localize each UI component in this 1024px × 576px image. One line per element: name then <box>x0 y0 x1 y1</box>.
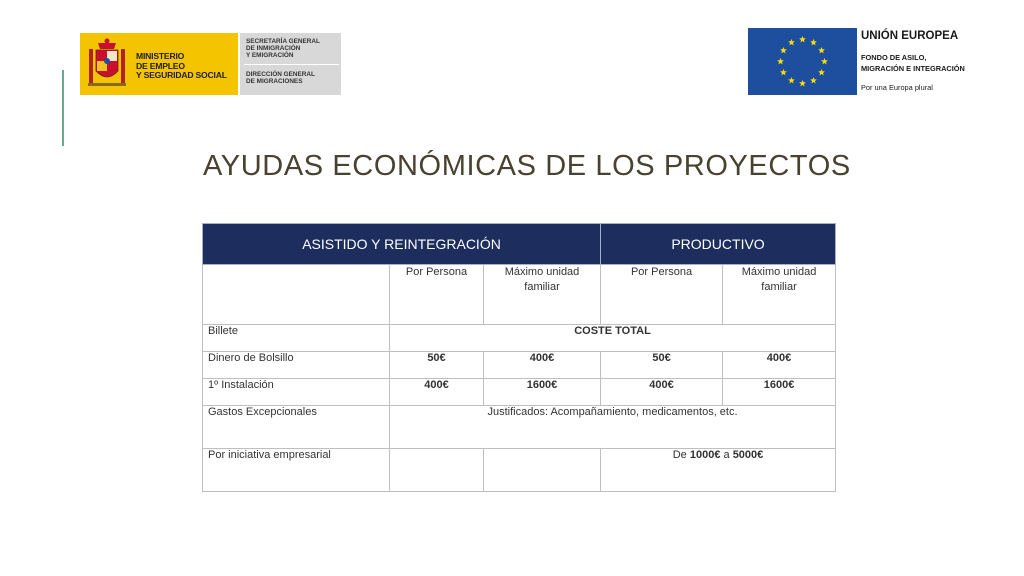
table-cell: 1600€ <box>723 379 836 406</box>
ministry-name: MINISTERIO DE EMPLEO Y SEGURIDAD SOCIAL <box>136 51 227 80</box>
group-header-asistido: ASISTIDO Y REINTEGRACIÓN <box>203 224 601 265</box>
ministry-logo <box>80 33 341 95</box>
eu-stars-icon <box>748 28 857 95</box>
subheader-maximo-unidad: Máximo unidad familiar <box>723 265 836 325</box>
range-from: 1000€ <box>689 449 721 461</box>
row-label: Gastos Excepcionales <box>203 406 390 449</box>
row-label: 1º Instalación <box>203 379 390 406</box>
table-cell: 400€ <box>601 379 723 406</box>
table-cell: COSTE TOTAL <box>390 325 836 352</box>
eu-star-icon <box>799 80 806 87</box>
eu-star-icon <box>810 39 817 46</box>
table-cell: 400€ <box>723 352 836 379</box>
eu-star-icon <box>818 69 825 76</box>
table-row <box>203 325 836 352</box>
table-subheader-row <box>203 265 836 325</box>
table-row <box>203 406 836 449</box>
subheader-por-persona: Por Persona <box>601 265 723 325</box>
row-label: Por iniciativa empresarial <box>203 449 390 492</box>
logo-divider <box>244 64 339 65</box>
eu-star-icon <box>788 77 795 84</box>
subheader-maximo-unidad: Máximo unidad familiar <box>484 265 601 325</box>
table-cell: Justificados: Acompañamiento, medicamentos, etc. <box>390 406 836 449</box>
eu-title: UNIÓN EUROPEA <box>861 30 959 42</box>
eu-star-icon <box>799 36 806 43</box>
slide-title: AYUDAS ECONÓMICAS DE LOS PROYECTOS <box>203 150 851 182</box>
eu-star-icon <box>810 77 817 84</box>
range-to: 5000€ <box>732 449 764 461</box>
eu-flag <box>748 28 857 95</box>
subheader-por-persona: Por Persona <box>390 265 484 325</box>
range-prefix: De <box>672 449 690 461</box>
table-cell: 400€ <box>390 379 484 406</box>
eu-star-icon <box>821 58 828 65</box>
eu-slogan: Por una Europa plural <box>861 83 933 92</box>
eu-star-icon <box>777 58 784 65</box>
table-cell <box>601 449 836 492</box>
row-label: Dinero de Bolsillo <box>203 352 390 379</box>
table-row <box>203 379 836 406</box>
table-group-header-row <box>203 224 836 265</box>
eu-star-icon <box>780 47 787 54</box>
spain-crest-icon <box>86 37 128 91</box>
eu-star-icon <box>780 69 787 76</box>
table-cell <box>203 265 390 325</box>
group-header-productivo: PRODUCTIVO <box>601 224 836 265</box>
table-cell: 1600€ <box>484 379 601 406</box>
table-row <box>203 449 836 492</box>
accent-line <box>62 70 64 146</box>
ministry-logo-gray-block <box>240 33 341 95</box>
range-mid: a <box>720 449 733 461</box>
table-cell: 50€ <box>390 352 484 379</box>
aid-table <box>202 223 836 492</box>
row-label: Billete <box>203 325 390 352</box>
table-cell: 50€ <box>601 352 723 379</box>
table-cell: 400€ <box>484 352 601 379</box>
eu-star-icon <box>818 47 825 54</box>
table-cell <box>484 449 601 492</box>
eu-star-icon <box>788 39 795 46</box>
table-row <box>203 352 836 379</box>
ministry-logo-yellow-block <box>80 33 238 95</box>
eu-fund-name: FONDO DE ASILO, MIGRACIÓN E INTEGRACIÓN <box>861 53 965 73</box>
table-cell <box>390 449 484 492</box>
secretaria-text: SECRETARÍA GENERAL DE INMIGRACIÓN Y EMIGRACIÓN <box>246 38 320 59</box>
direccion-text: DIRECCIÓN GENERAL DE MIGRACIONES <box>246 71 315 85</box>
